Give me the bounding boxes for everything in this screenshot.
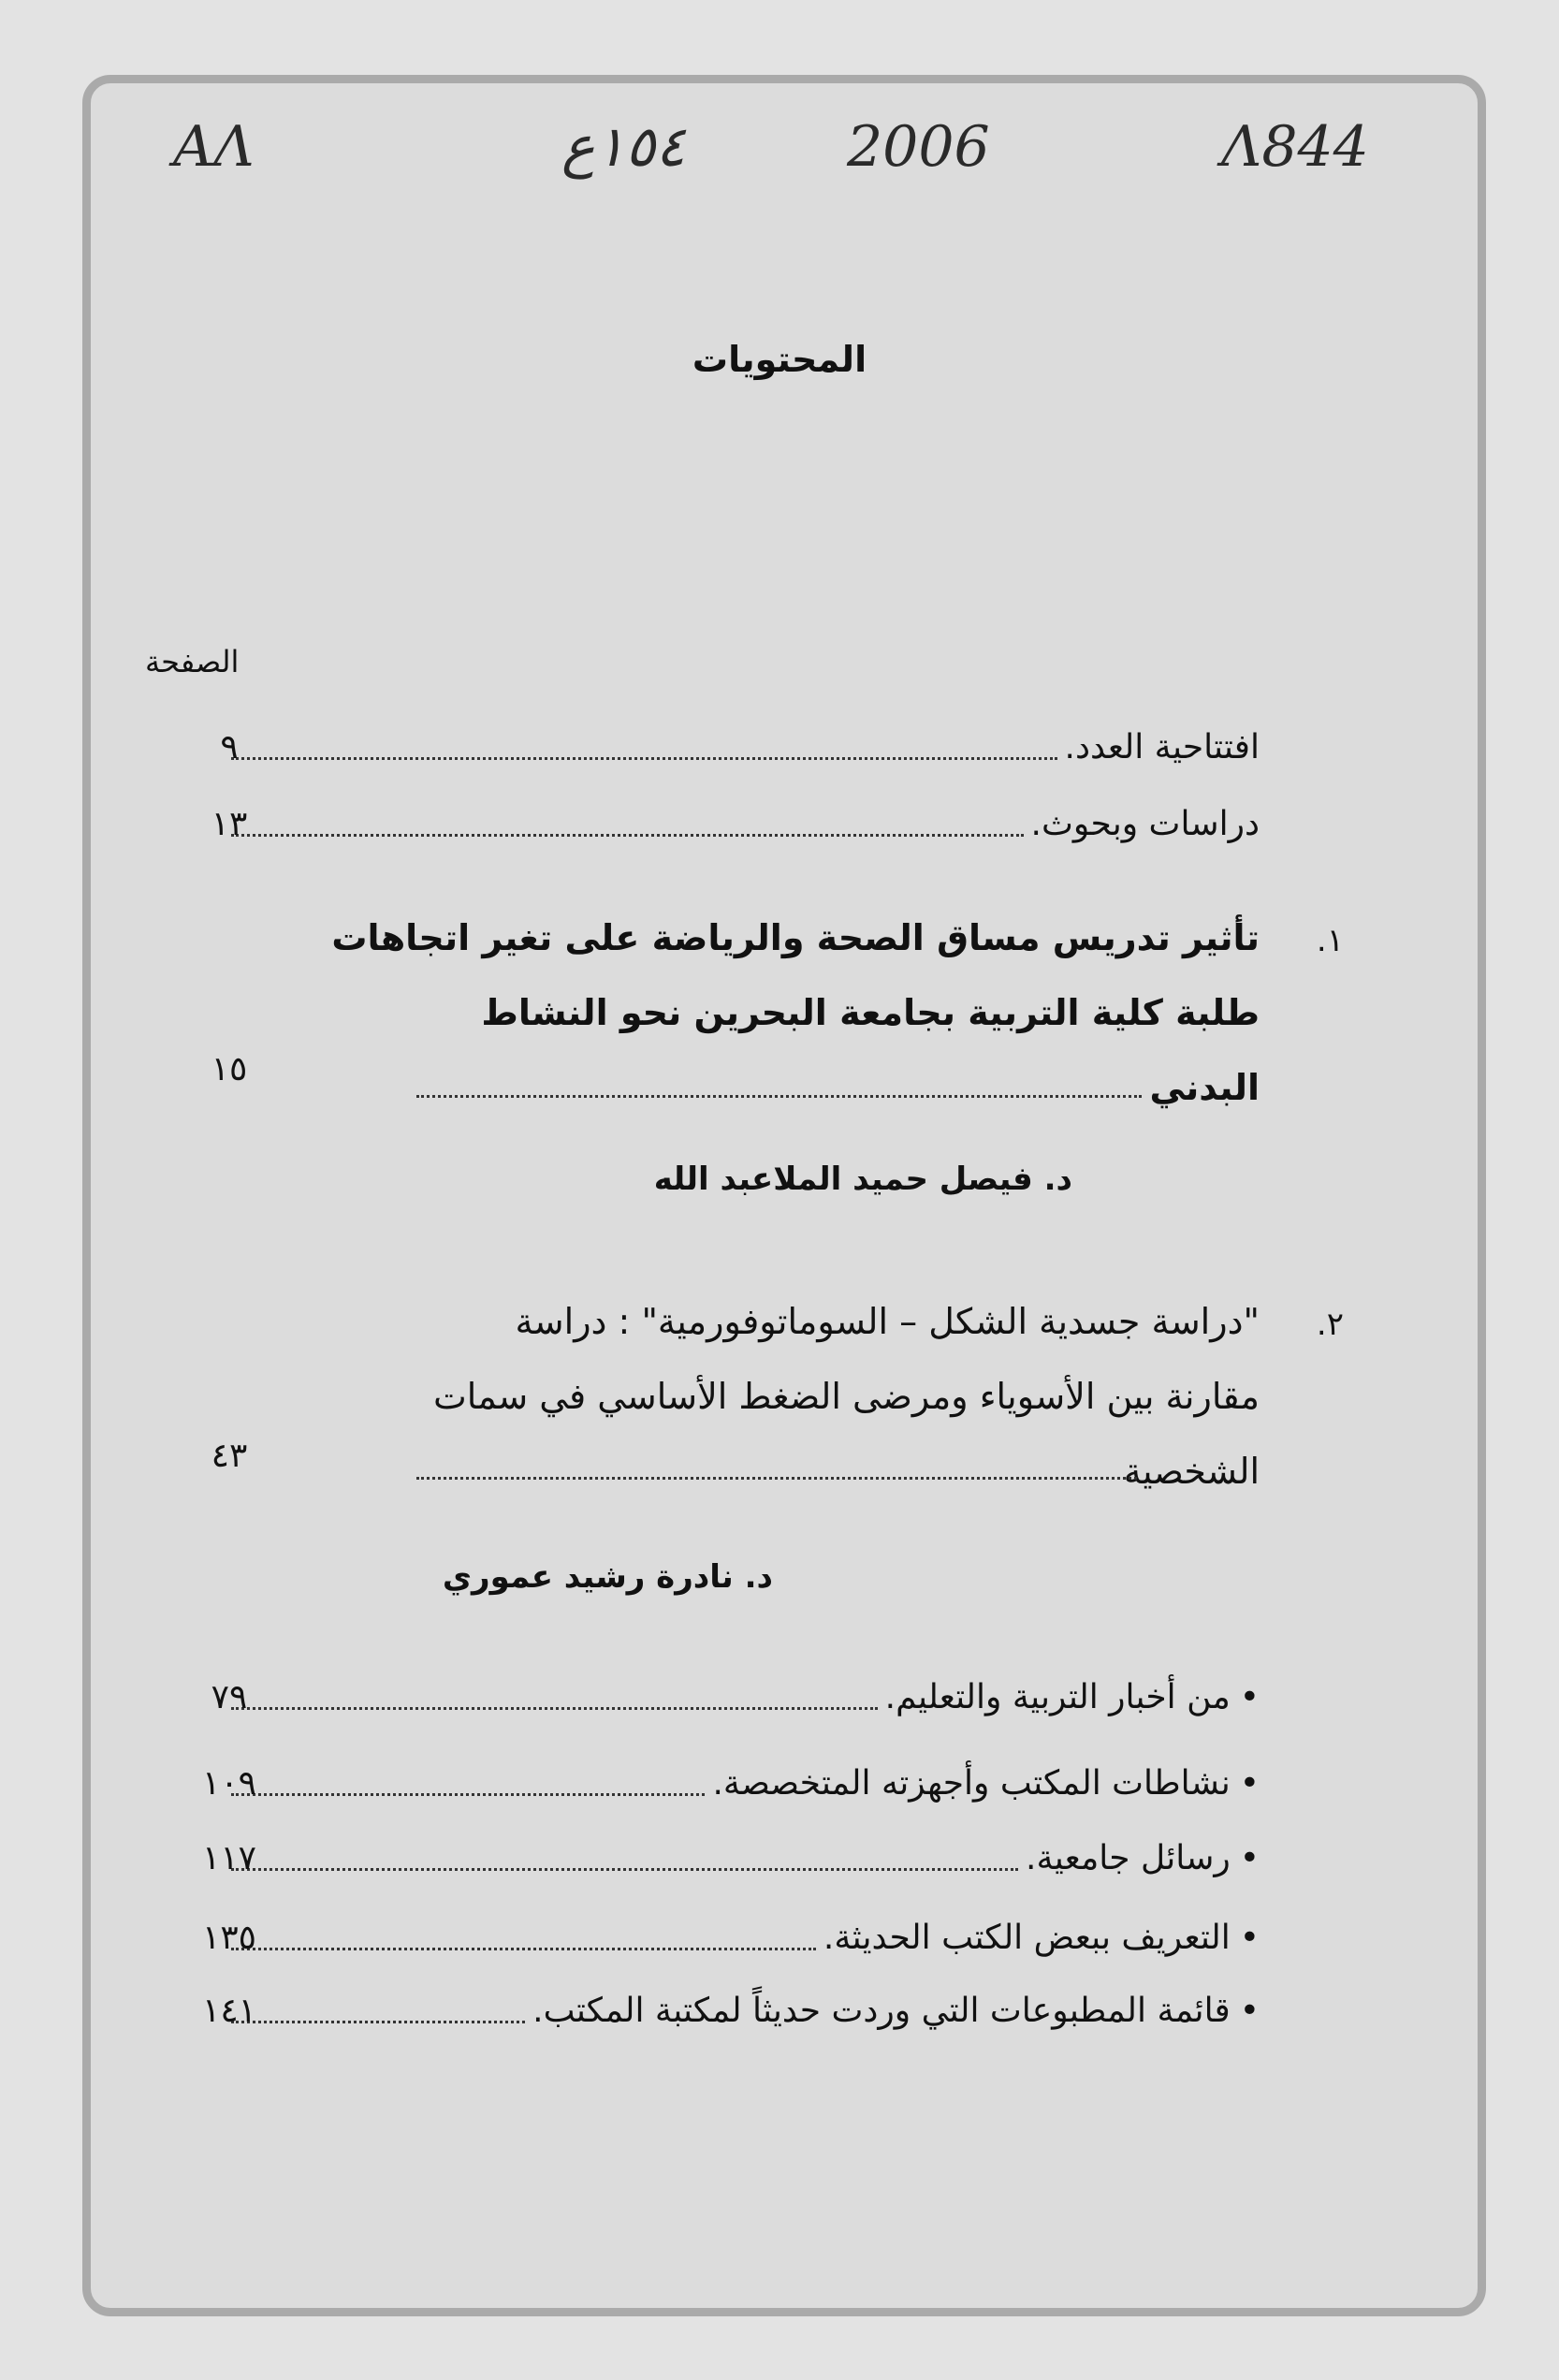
toc-entry-studies (211, 805, 1260, 843)
leader-dots (231, 1793, 705, 1796)
leader-dots (231, 1868, 1018, 1871)
toc-entry-book-reviews (211, 1919, 1260, 1957)
handwritten-note-center-left: ١٥٤ع (561, 114, 686, 180)
bullet-icon: • (1239, 1764, 1260, 1803)
toc-entry-education-news (211, 1678, 1260, 1716)
leader-dots (416, 1477, 1137, 1480)
toc-entry-publications-list (211, 1992, 1260, 2030)
page-title: المحتويات (692, 339, 867, 380)
bullet-icon: • (1239, 1839, 1260, 1877)
leader-dots (416, 1095, 1142, 1098)
leader-dots (231, 2021, 525, 2023)
article-author: د. نادرة رشيد عموري (442, 1558, 773, 1596)
toc-entry-label: نشاطات المكتب وأجهزته المتخصصة. (712, 1764, 1231, 1803)
toc-page-number: ٧٩ (211, 1678, 248, 1716)
article-title-line: البدني (1149, 1067, 1260, 1108)
handwritten-year: 2006 (847, 114, 990, 180)
handwritten-note-left: AΛ (173, 114, 255, 180)
article-number: ٢. (1316, 1306, 1344, 1343)
toc-entry-label: افتتاحية العدد. (1064, 728, 1260, 767)
bullet-icon: • (1239, 1992, 1260, 2030)
handwritten-note-right: Λ844 (1221, 114, 1369, 180)
toc-page-number: ١٣٥ (201, 1919, 256, 1957)
toc-entry-editorial (211, 728, 1260, 767)
bullet-icon: • (1239, 1919, 1260, 1957)
toc-entry-office-activities (211, 1764, 1260, 1803)
toc-entry-label: دراسات وبحوث. (1030, 805, 1260, 843)
toc-page-number: ٤٣ (211, 1437, 248, 1475)
article-author: د. فيصل حميد الملاعبد الله (653, 1161, 1072, 1198)
leader-dots (231, 757, 1057, 760)
leader-dots (231, 1707, 878, 1710)
leader-dots (231, 1948, 816, 1950)
article-title-line: مقارنة بين الأسوياء ومرضى الضغط الأساسي في سمات (433, 1376, 1260, 1417)
article-title-line: الشخصية (1123, 1451, 1260, 1492)
toc-entry-label: من أخبار التربية والتعليم. (884, 1678, 1231, 1716)
toc-page-number: ١٠٩ (201, 1764, 256, 1803)
toc-page-number: ٩ (220, 728, 239, 767)
leader-dots (231, 834, 1024, 837)
toc-entry-label: التعريف ببعض الكتب الحديثة. (823, 1919, 1231, 1957)
toc-page-number: ١١٧ (201, 1839, 256, 1877)
toc-entry-label: قائمة المطبوعات التي وردت حديثاً لمكتبة المكتب. (532, 1992, 1231, 2030)
toc-entry-theses (211, 1839, 1260, 1877)
toc-page-number: ١٣ (211, 805, 248, 843)
page-column-label: الصفحة (145, 644, 240, 679)
toc-page-number: ١٤١ (201, 1992, 256, 2030)
toc-entry-label: رسائل جامعية. (1026, 1839, 1231, 1877)
article-number: ١. (1316, 922, 1344, 959)
article-title-line: طلبة كلية التربية بجامعة البحرين نحو النشاط (481, 992, 1260, 1033)
bullet-icon: • (1239, 1678, 1260, 1716)
article-title-line: "دراسة جسدية الشكل – السوماتوفورمية" : دراسة (515, 1301, 1260, 1342)
article-title-line: تأثير تدريس مساق الصحة والرياضة على تغير اتجاهات (331, 917, 1260, 958)
toc-page-number: ١٥ (211, 1050, 248, 1088)
